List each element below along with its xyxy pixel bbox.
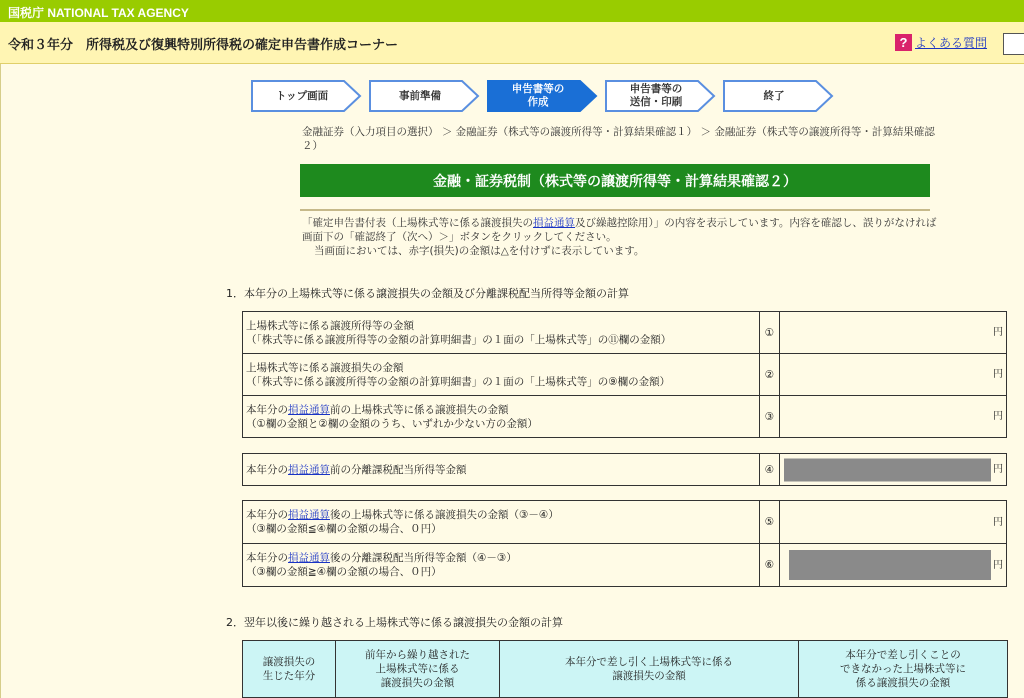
section1-table-a	[242, 311, 1007, 438]
amount-cell	[780, 454, 1007, 486]
yen-unit: 円	[993, 516, 1003, 528]
table-header-row	[243, 641, 1008, 698]
yen-unit: 円	[993, 464, 1003, 475]
header-input-box[interactable]	[1003, 33, 1024, 55]
table-row	[243, 544, 1007, 587]
amount-cell	[780, 354, 1007, 396]
row-number: ④	[760, 454, 780, 486]
page-title: 令和３年分 所得税及び復興特別所得税の確定申告書作成コーナー	[8, 38, 399, 53]
profit-loss-offset-link[interactable]: 損益通算	[533, 217, 575, 229]
row-label-text: 本年分の	[246, 463, 288, 476]
row-label	[243, 544, 760, 587]
step-label: 事前準備	[399, 89, 441, 102]
row-label-line: （「株式等に係る譲渡所得等の金額の計算明細書」の１面の「上場株式等」の⑨欄の金額）	[246, 375, 671, 388]
row-label	[243, 312, 760, 354]
description	[302, 216, 942, 258]
main-content	[0, 64, 1024, 698]
row-label-line	[246, 403, 756, 417]
amount-filled-value	[784, 458, 991, 481]
row-label-line: 上場株式等に係る譲渡所得等の金額	[246, 319, 414, 332]
profit-loss-offset-link[interactable]: 損益通算	[288, 509, 330, 521]
section2-table	[242, 640, 1008, 698]
description-text: 「確定申告書付表（上場株式等に係る譲渡損失の	[302, 217, 533, 229]
description-text: 及び繰越控除用）」の内容を表示しています。内容を確認し、誤りがなければ画面下の「確認終了（次へ）＞」ボタンをクリックしてください。	[302, 217, 937, 243]
section-title: 金融・証券税制（株式等の譲渡所得等・計算結果確認２）	[300, 164, 930, 197]
row-number: ②	[760, 354, 780, 396]
faq-label[interactable]: よくある質問	[915, 36, 988, 50]
row-label-line: （③欄の金額≦④欄の金額の場合、０円）	[246, 523, 442, 535]
row-number: ③	[760, 396, 780, 438]
amount-filled-value	[789, 550, 991, 580]
section2-heading: 2．翌年以後に繰り越される上場株式等に係る譲渡損失の金額の計算	[226, 616, 563, 629]
row-label	[243, 501, 760, 544]
row-label-text: 前の上場株式等に係る譲渡損失の金額	[330, 403, 509, 416]
row-label-text: 本年分の	[246, 552, 288, 564]
row-label	[243, 396, 760, 438]
column-header: 本年分で差し引くことの できなかった上場株式等に 係る譲渡損失の金額	[799, 641, 1008, 698]
yen-unit: 円	[993, 369, 1003, 380]
description-note: 当画面においては、赤字(損失)の金額は△を付けずに表示しています。	[314, 245, 645, 257]
agency-bar	[0, 0, 1024, 22]
row-label-line	[246, 551, 756, 565]
profit-loss-offset-link[interactable]: 損益通算	[288, 463, 330, 476]
help-icon[interactable]: ?	[895, 34, 912, 51]
yen-unit: 円	[993, 559, 1003, 571]
amount-cell	[780, 501, 1007, 544]
step-label: 申告書等の 送信・印刷	[629, 83, 683, 108]
column-header: 本年分で差し引く上場株式等に係る 譲渡損失の金額	[500, 641, 799, 698]
progress-steps	[250, 79, 840, 113]
row-label-text: 本年分の	[246, 509, 288, 521]
step-send-print	[604, 79, 716, 113]
step-top	[250, 79, 362, 113]
row-label-text: 後の上場株式等に係る譲渡損失の金額（③－④）	[330, 509, 559, 521]
row-label-text: 本年分の	[246, 403, 288, 416]
row-number: ⑥	[760, 544, 780, 587]
column-header: 譲渡損失の 生じた年分	[243, 641, 336, 698]
step-label: トップ画面	[275, 89, 329, 102]
table-row	[243, 354, 1007, 396]
table-row	[243, 454, 1007, 486]
amount-cell	[780, 396, 1007, 438]
section1-table-c	[242, 500, 1007, 587]
yen-unit: 円	[993, 411, 1003, 422]
section1-heading: 1．本年分の上場株式等に係る譲渡損失の金額及び分離課税配当所得等金額の計算	[226, 287, 629, 300]
row-label	[243, 354, 760, 396]
row-label-line: 上場株式等に係る譲渡損失の金額	[246, 361, 404, 374]
column-header: 前年から繰り越された 上場株式等に係る 譲渡損失の金額	[336, 641, 500, 698]
profit-loss-offset-link[interactable]: 損益通算	[288, 403, 330, 416]
faq-link[interactable]	[895, 34, 987, 51]
row-number: ⑤	[760, 501, 780, 544]
yen-unit: 円	[993, 327, 1003, 338]
table-row	[243, 312, 1007, 354]
divider	[300, 209, 930, 211]
breadcrumb: 金融証券（入力項目の選択） ＞ 金融証券（株式等の譲渡所得等・計算結果確認１） ＞ 金融証券（株式等の譲渡所得等・計算結果確認２）	[302, 126, 935, 152]
step-label: 申告書等の 作成	[511, 83, 565, 108]
profit-loss-offset-link[interactable]: 損益通算	[288, 552, 330, 564]
row-label	[243, 454, 760, 486]
table-row	[243, 501, 1007, 544]
step-preparation	[368, 79, 480, 113]
row-number: ①	[760, 312, 780, 354]
agency-name: 国税庁 NATIONAL TAX AGENCY	[8, 6, 189, 20]
row-label-text: 後の分離課税配当所得等金額（④－③）	[330, 552, 517, 564]
title-bar	[0, 22, 1024, 64]
amount-cell	[780, 312, 1007, 354]
row-label-line	[246, 508, 756, 522]
section1-table-b	[242, 453, 1007, 486]
row-label-text: 前の分離課税配当所得等金額	[330, 463, 467, 476]
row-label-line: （①欄の金額と②欄の金額のうち、いずれか少ない方の金額）	[246, 417, 538, 430]
step-label: 終了	[763, 89, 785, 102]
step-finish	[722, 79, 834, 113]
amount-cell	[780, 544, 1007, 587]
step-create-return	[486, 79, 598, 113]
row-label-line: （③欄の金額≧④欄の金額の場合、０円）	[246, 566, 442, 578]
table-row	[243, 396, 1007, 438]
row-label-line: （「株式等に係る譲渡所得等の金額の計算明細書」の１面の「上場株式等」の⑪欄の金額）	[246, 333, 672, 346]
